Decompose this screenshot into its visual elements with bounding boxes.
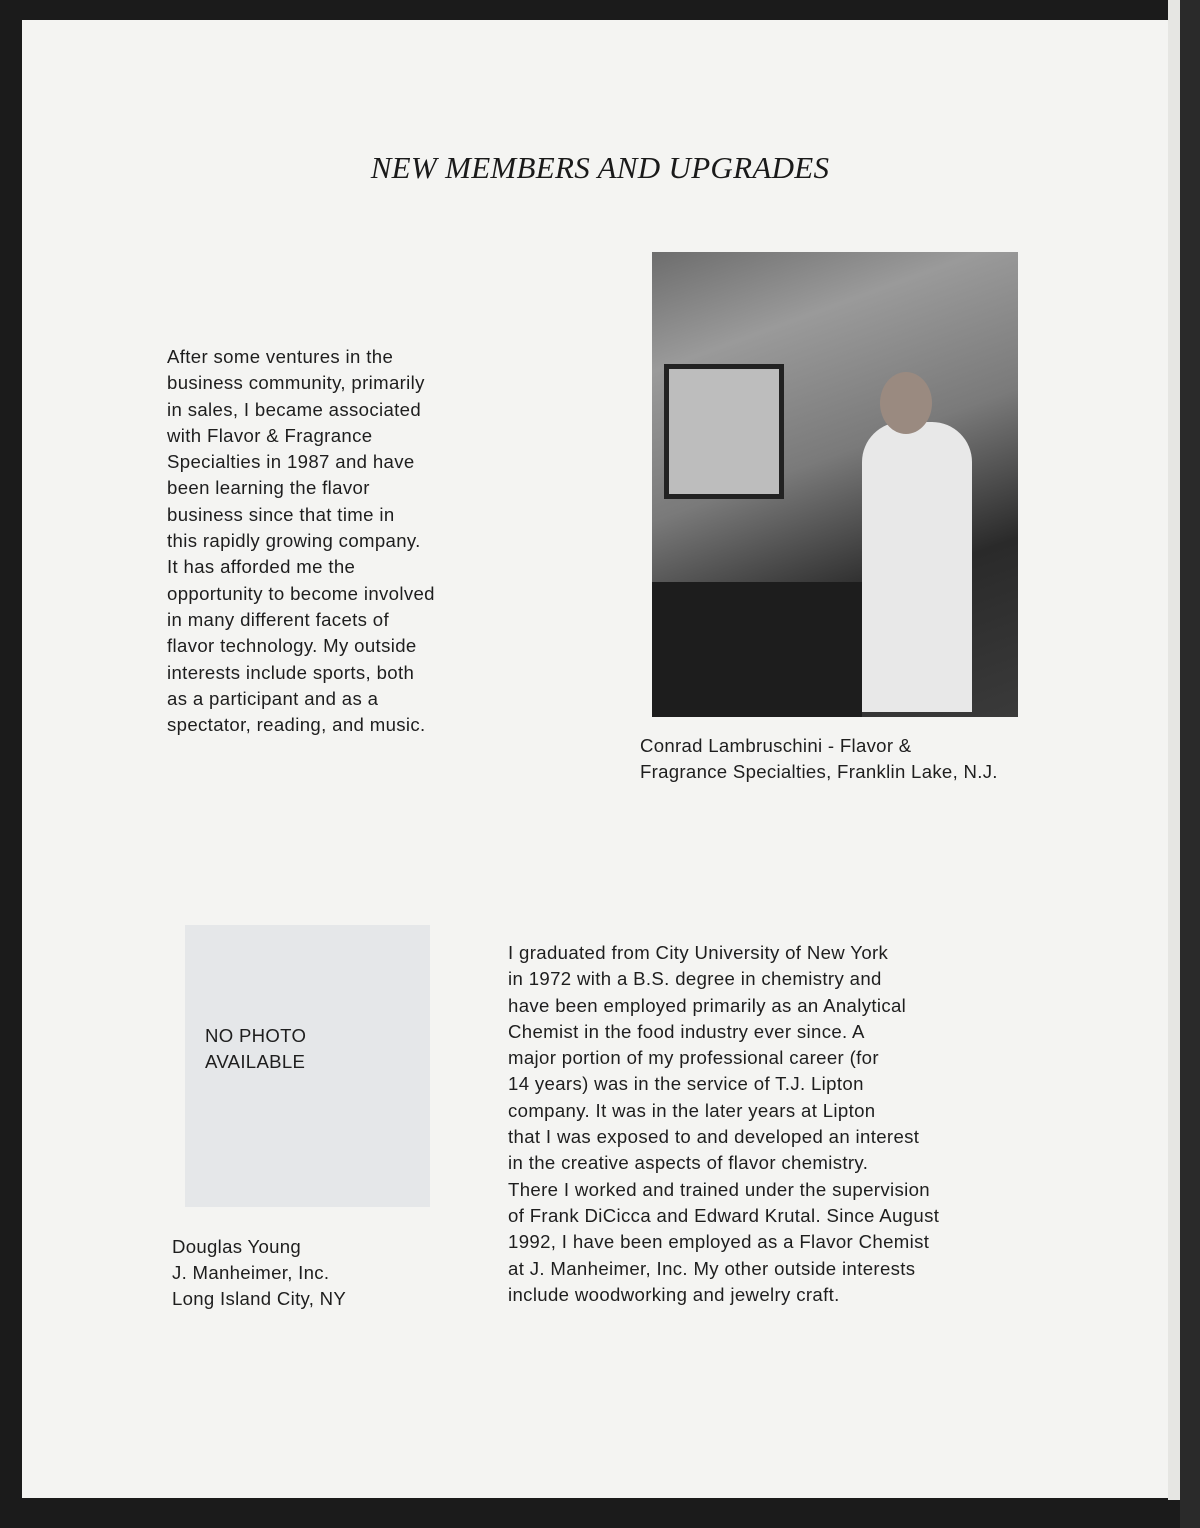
photo-lab-bench	[652, 582, 862, 717]
member2-bio: I graduated from City University of New York in 1972 with a B.S. degree in chemistry and have been employed primarily as an Analytical Chemist in the food industry ever since. A major portion of my professional career (for 14 years) was in the service of T.J. Lipton company. It was in the later years at Lipton that I was exposed to and developed an interest in the creative aspects of flavor chemistry. There I worked and trained under the supervision of Frank DiCicca and Edward Krutal. Since August 1992, I have been employed as a Flavor Chemist at J. Manheimer, Inc. My other outside interests include woodworking and jewelry craft.	[508, 942, 940, 1305]
scan-border	[1180, 0, 1200, 1528]
member1-caption: Conrad Lambruschini - Flavor & Fragrance Specialties, Franklin Lake, N.J.	[640, 735, 998, 782]
photo-wall-frame	[664, 364, 784, 499]
page-title: NEW MEMBERS AND UPGRADES	[370, 150, 830, 185]
member1-photo	[652, 252, 1018, 717]
photo-person-head	[880, 372, 932, 434]
photo-person-labcoat	[862, 422, 972, 712]
member2-name-block: Douglas Young J. Manheimer, Inc. Long Island City, NY	[172, 1236, 347, 1309]
no-photo-label: NO PHOTO AVAILABLE	[205, 1025, 307, 1072]
member1-bio: After some ventures in the business community, primarily in sales, I became associated with Flavor & Fragrance Specialties in 1987 and have been learning the flavor business since that time in this rapidly growing company. It has afforded me the opportunity to become involved in many different facets of flavor technology. My outside interests include sports, both as a participant and as a spectator, reading, and music.	[167, 346, 435, 736]
